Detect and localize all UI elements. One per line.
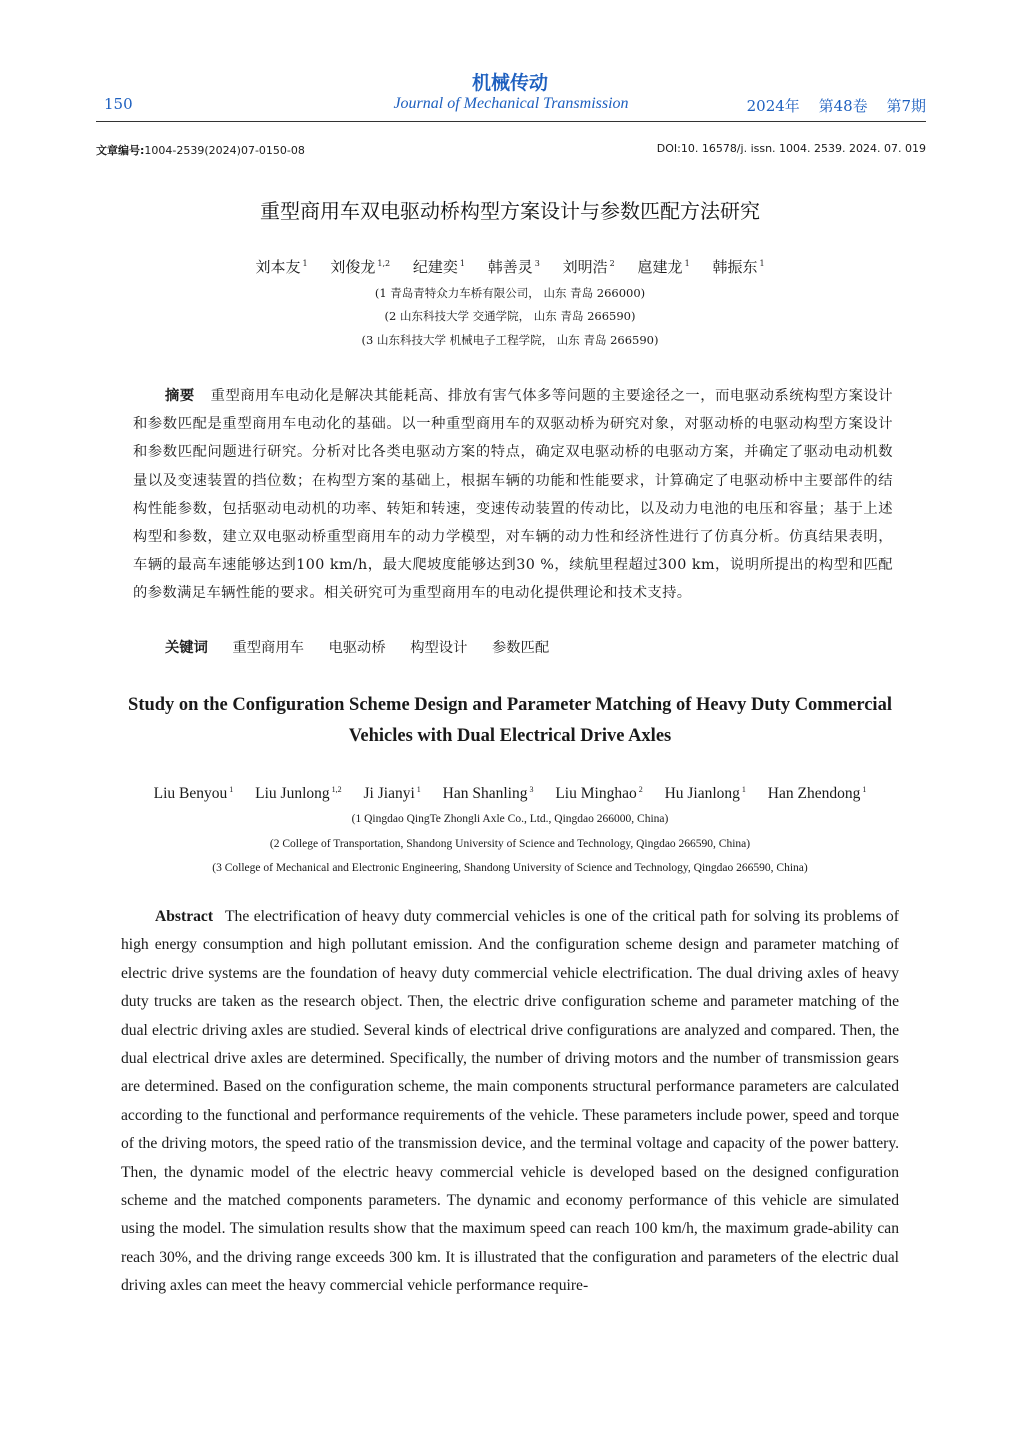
article-id-value: 1004-2539(2024)07-0150-08 xyxy=(144,144,305,157)
authors-en xyxy=(0,785,1020,803)
author-cn: 韩振东 $^1$ xyxy=(712,258,765,276)
keyword: 参数匹配 xyxy=(491,640,550,656)
abstract-en-text: The electrification of heavy duty commercial vehicles is one of the critical path for solving its problems of high energy consumption and high pollutant emission. And the configuration scheme design and parameter matching of electric drive systems are the foundation of heavy duty commercial vehicle electrification. The dual driving axles of heavy duty trucks are taken as the research object. Then, the electric drive configuration scheme and parameter matching of the dual electric driving axles are studied. Several kinds of electrical drive configurations are analyzed and compared. Then, the dual electrical drive axles are determined. Specifically, the number of driving motors and the number of transmission gears are determined. Based on the configuration scheme, the main components structural performance parameters are calculated according to the functional and performance requirements of the vehicle. These parameters include power, speed and torque of the driving motors, the speed ratio of the transmission device, and the terminal voltage and capacity of the power battery. Then, the dynamic model of the electric heavy commercial vehicle is developed based on the designed configuration scheme and the matched components parameters. The dynamic and economy performance of this vehicle are simulated using the model. The simulation results show that the maximum speed can reach 100 km/h, the maximum grade-ability can reach 30%, and the driving range exceeds 300 km. It is illustrated that the configuration and parameters of the electric dual driving axles can meet the heavy commercial vehicle performance require- xyxy=(121,908,899,1295)
author-cn: 扈建龙 $^1$ xyxy=(637,258,690,276)
author-cn: 纪建奕 $^1$ xyxy=(412,258,465,276)
article-meta xyxy=(96,142,926,158)
author-cn: 刘俊龙 $^{1,2}$ xyxy=(330,258,391,276)
keyword: 重型商用车 xyxy=(232,640,304,656)
affiliation-en-1: (1 Qingdao QingTe Zhongli Axle Co., Ltd., Qingdao 266000, China) xyxy=(351,813,669,825)
abstract-en-label: Abstract xyxy=(155,908,214,925)
author-cn: 刘明浩 $^2$ xyxy=(562,258,615,276)
keywords-cn xyxy=(165,637,895,657)
authors-cn xyxy=(0,256,1020,277)
page-number: 150 xyxy=(104,95,133,113)
keywords-cn-label: 关键词 xyxy=(165,640,208,656)
affiliation-en-3: (3 College of Mechanical and Electronic Engineering, Shandong University of Science and Technology, Qingdao 266590, China) xyxy=(212,862,808,874)
author-en: Liu Junlong $^{1,2}$ xyxy=(255,785,342,803)
keyword: 构型设计 xyxy=(410,640,468,656)
affiliation-en-2: (2 College of Transportation, Shandong University of Science and Technology, Qingdao 266590, China) xyxy=(269,838,751,850)
author-en: Ji Jianyi $^1$ xyxy=(363,785,421,803)
running-header xyxy=(96,95,926,117)
header-divider xyxy=(96,121,926,122)
doi: DOI:10. 16578/j. issn. 1004. 2539. 2024. 07. 019 xyxy=(656,142,926,155)
affiliation-cn-2: (2 山东科技大学 交通学院， 山东 青岛 266590) xyxy=(384,309,636,323)
affiliation-cn-3: (3 山东科技大学 机械电子工程学院， 山东 青岛 266590) xyxy=(361,333,659,347)
affiliation-cn-1: (1 青岛青特众力车桥有限公司， 山东 青岛 266000) xyxy=(374,286,646,300)
issue: 第7期 xyxy=(886,97,926,115)
journal-name-cn: 机械传动 xyxy=(471,72,548,94)
author-cn: 刘本友 $^1$ xyxy=(255,258,308,276)
abstract-en xyxy=(121,903,899,1301)
article-id xyxy=(96,142,305,158)
author-en: Hu Jianlong $^1$ xyxy=(664,785,746,803)
author-en: Han Shanling $^3$ xyxy=(442,785,534,803)
article-id-label: 文章编号: xyxy=(96,144,145,157)
title-cn: 重型商用车双电驱动桥构型方案设计与参数匹配方法研究 xyxy=(260,199,760,223)
abstract-cn xyxy=(133,382,893,608)
issue-info xyxy=(733,95,926,116)
author-cn: 韩善灵 $^3$ xyxy=(487,258,540,276)
volume: 第48卷 xyxy=(818,97,868,115)
title-en: Study on the Configuration Scheme Design and Parameter Matching of Heavy Duty Commercial Vehicles with Dual Electrical Drive Axles xyxy=(128,695,892,746)
year: 2024年 xyxy=(746,97,800,115)
abstract-cn-label: 摘要 xyxy=(165,388,195,404)
keyword: 电驱动桥 xyxy=(328,640,386,656)
author-en: Liu Minghao $^2$ xyxy=(555,785,643,803)
abstract-cn-text: 重型商用车电动化是解决其能耗高、排放有害气体多等问题的主要途径之一，而电驱动系统构型方案设计和参数匹配是重型商用车电动化的基础。以一种重型商用车的双驱动桥为研究对象，对驱动桥的电驱动构型方案设计和参数匹配问题进行研究。分析对比各类电驱动方案的特点，确定双电驱动桥的电驱动方案，并确定了驱动电动机数量以及变速装置的挡位数；在构型方案的基础上，根据车辆的功能和性能要求，计算确定了电驱动桥中主要部件的结构性能参数，包括驱动电动机的功率、转矩和转速，变速传动装置的传动比，以及动力电池的电压和容量；基于上述构型和参数，建立双电驱动桥重型商用车的动力学模型，对车辆的动力性和经济性进行了仿真分析。仿真结果表明，车辆的最高车速能够达到100 km/h，最大爬坡度能够达到30 %，续航里程超过300 km，说明所提出的构型和匹配的参数满足车辆性能的要求。相关研究可为重型商用车的电动化提供理论和技术支持。 xyxy=(133,388,893,602)
author-en: Liu Benyou $^1$ xyxy=(153,785,234,803)
journal-name-en: Journal of Mechanical Transmission xyxy=(393,95,629,112)
author-en: Han Zhendong $^1$ xyxy=(767,785,867,803)
